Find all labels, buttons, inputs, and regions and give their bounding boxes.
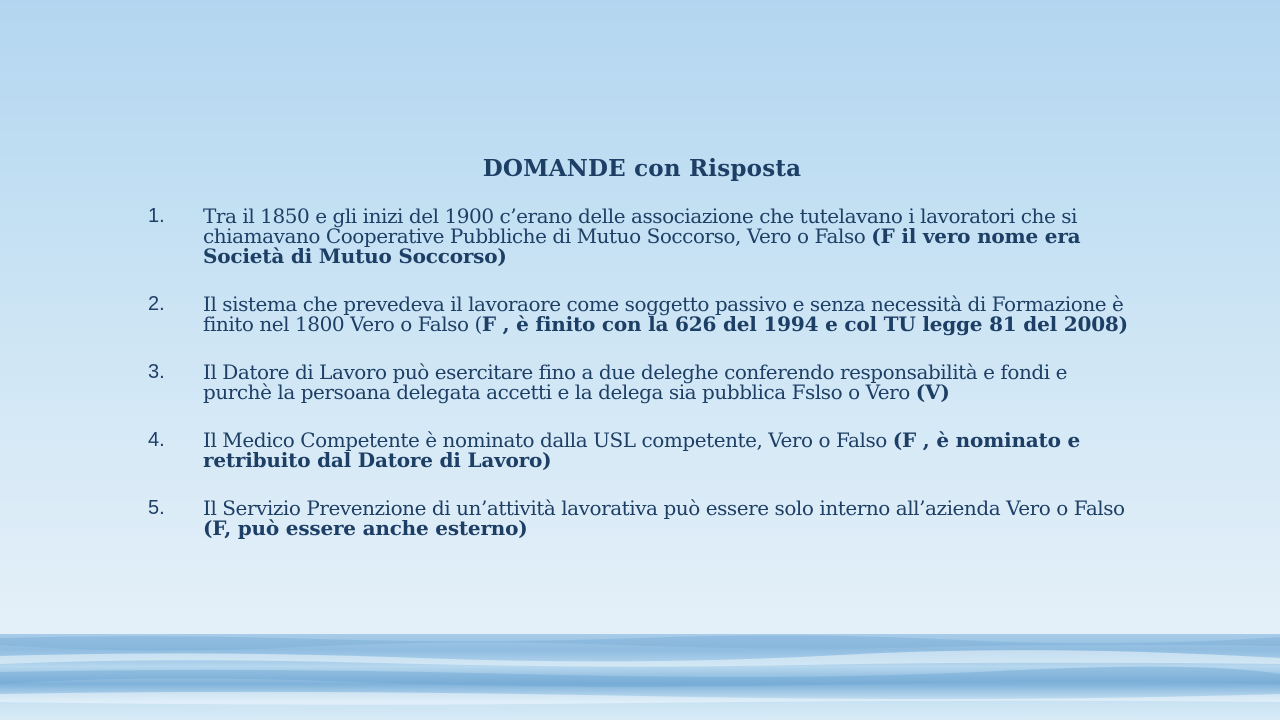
question-text: Il Medico Competente è nominato dalla USL competente, Vero o Falso: [203, 428, 893, 452]
question-number: 5.: [148, 497, 165, 519]
question-answer: (F , è nominato e retribuito dal Datore di Lavoro): [203, 428, 1081, 472]
question-answer: (F il vero nome era Società di Mutuo Soccorso): [203, 224, 1081, 268]
question-answer: (F, può essere anche esterno): [203, 516, 528, 540]
question-item: [148, 206, 1128, 266]
question-number: 4.: [148, 429, 165, 451]
question-answer: F , è finito con la 626 del 1994 e col TU legge 81 del 2008): [481, 312, 1128, 336]
question-text: Il Servizio Prevenzione di un’attività lavorativa può essere solo interno all’azienda Vero o Falso: [203, 496, 1125, 520]
question-answer: (V): [915, 380, 950, 404]
question-item: [148, 362, 1128, 402]
question-text: Il sistema che prevedeva il lavoraore come soggetto passivo e senza necessità di Formazione è finito nel 1800 Vero o Falso (: [203, 292, 1124, 336]
question-item: [148, 498, 1128, 538]
question-item: [148, 430, 1128, 470]
question-text: Tra il 1850 e gli inizi del 1900 c’erano delle associazione che tutelavano i lavoratori che si chiamavano Cooperative Pubbliche di Mutuo Soccorso, Vero o Falso: [203, 204, 1078, 248]
wave-decoration: [0, 634, 1280, 720]
question-number: 1.: [148, 205, 165, 227]
question-number: 2.: [148, 293, 165, 315]
slide-title: DOMANDE con Risposta: [482, 155, 802, 182]
question-list: [148, 206, 1128, 566]
question-text: Il Datore di Lavoro può esercitare fino a due deleghe conferendo responsabilità e fondi e purchè la persoana delegata accetti e la delega sia pubblica Fslso o Vero: [203, 360, 1067, 404]
question-item: [148, 294, 1128, 334]
question-number: 3.: [148, 361, 165, 383]
sea-background: [0, 634, 1280, 720]
